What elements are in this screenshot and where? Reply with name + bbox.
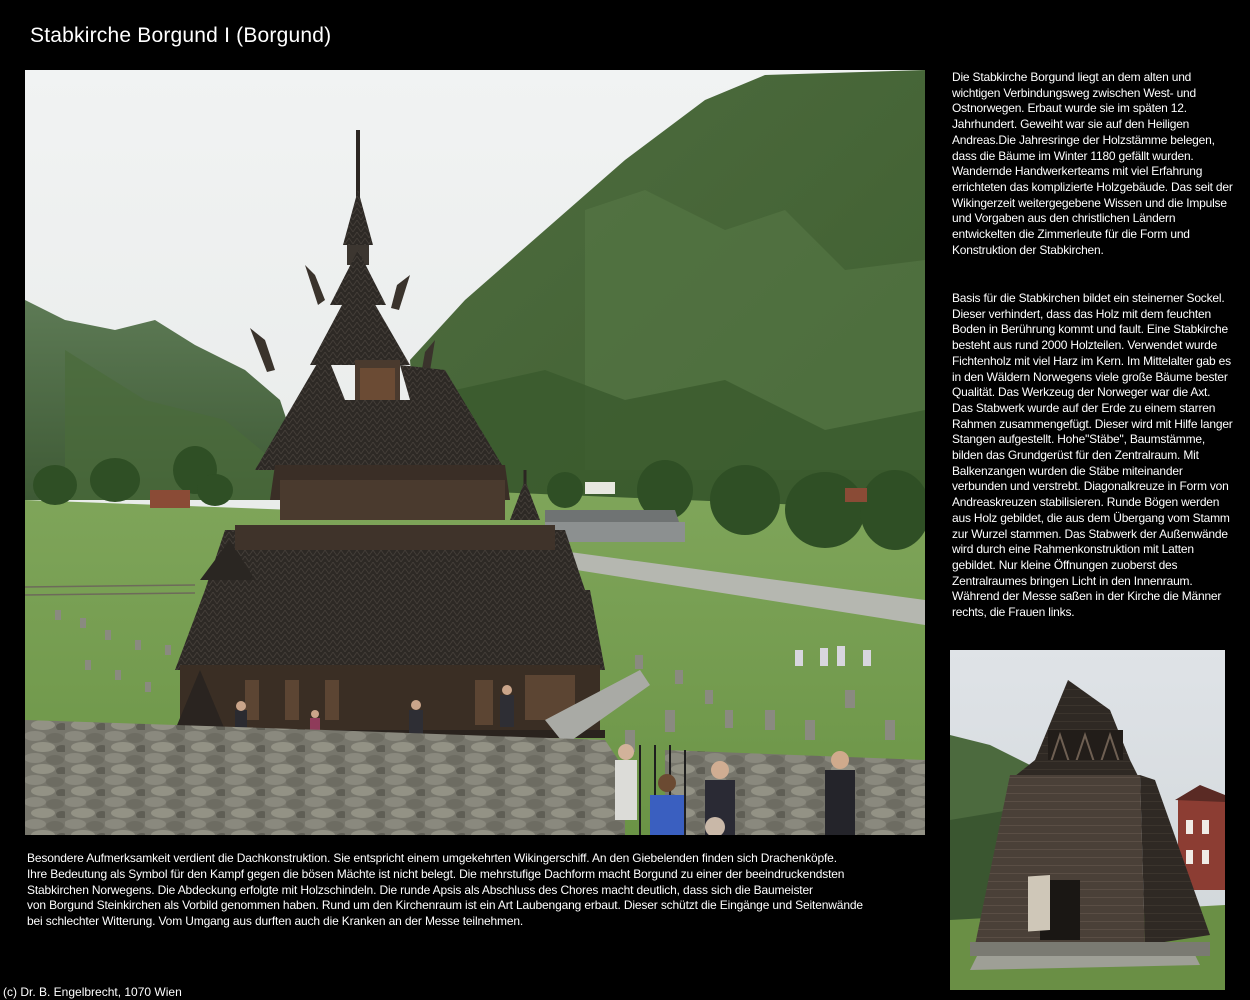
- roof-description: [27, 851, 927, 930]
- page-title: Stabkirche Borgund I (Borgund): [30, 24, 332, 47]
- roof-description-line: Besondere Aufmerksamkeit verdient die Dachkonstruktion. Sie entspricht einem umgekehrten Wikingerschiff. An den Giebelenden finden sich Drachenköpfe.: [27, 851, 837, 865]
- intro-paragraph: Die Stabkirche Borgund liegt an dem alten und wichtigen Verbindungsweg zwischen West- und Ostnorwegen. Erbaut wurde sie im späten 12. Jahrhundert. Geweiht war sie auf den Heiligen Andreas.Die Jahresringe der Holzstämme belegen, dass die Bäume im Winter 1180 gefällt wurden. Wandernde Handwerkerteams mit viel Erfahrung errichteten das komplizierte Holzgebäude. Das seit der Wikingerzeit weitergegebene Wissen und die Impulse und Vorgaben aus den christlichen Ländern entwickelten die Zimmerleute für die Form und Konstruktion der Stabkirchen.: [952, 70, 1233, 257]
- copyright-credit: (c) Dr. B. Engelbrecht, 1070 Wien: [3, 985, 182, 999]
- stave-church-photo: [25, 70, 925, 835]
- roof-description-line: Stabkirchen Norwegens. Die Abdeckung erfolgte mit Holzschindeln. Die runde Apsis als Abschluss des Chores macht deutlich, dass sich die Baumeister: [27, 882, 813, 897]
- roof-description-line: von Borgund Steinkirchen als Vorbild genommen haben. Rund um den Kirchenraum ist ein Art Laubengang erbaut. Dieser schützt die Eingänge und Seitenwände: [27, 898, 863, 913]
- bell-tower-photo: [950, 650, 1225, 990]
- construction-paragraph: Basis für die Stabkirchen bildet ein steinerner Sockel. Dieser verhindert, dass das Holz mit dem feuchten Boden in Berührung kommt und fault. Eine Stabkirche besteht aus rund 2000 Holzteilen. Verwendet wurde Fichtenholz mit viel Harz im Kern. Im Mittelalter gab es in den Wäldern Norwegens viele große Bäume bester Qualität. Das Werkzeug der Norweger war die Axt. Das Stabwerk wurde auf der Erde zu einem starren Rahmen zusammengefügt. Dieser wird mit Hilfe langer Stangen aufgestellt. Hohe"Stäbe", Baumstämme, bilden das Grundgerüst für den Zentralraum. Mit Balkenzangen wurden die Stäbe miteinander verbunden und verstrebt. Diagonalkreuze in Form von Andreaskreuzen stabilisieren. Runde Bögen werden aus Holz gebildet, die aus dem Übergang vom Stamm zur Wurzel stammen. Das Stabwerk der Außenwände wird durch eine Rahmenkonstruktion mit Latten gebildet. Nur kleine Öffnungen zuoberst des Zentralraumes bringen Licht in den Innenraum. Während der Messe saßen in der Kirche die Männer rechts, die Frauen links.: [952, 291, 1233, 620]
- roof-description-line: Ihre Bedeutung als Symbol für den Kampf gegen die bösen Mächte ist nicht belegt. Die mehrstufige Dachform macht Borgund zu einer der beeindruckendsten: [27, 866, 845, 881]
- roof-description-line: bei schlechter Witterung. Vom Umgang aus durften auch die Kranken an der Messe teilnehmen.: [27, 914, 524, 929]
